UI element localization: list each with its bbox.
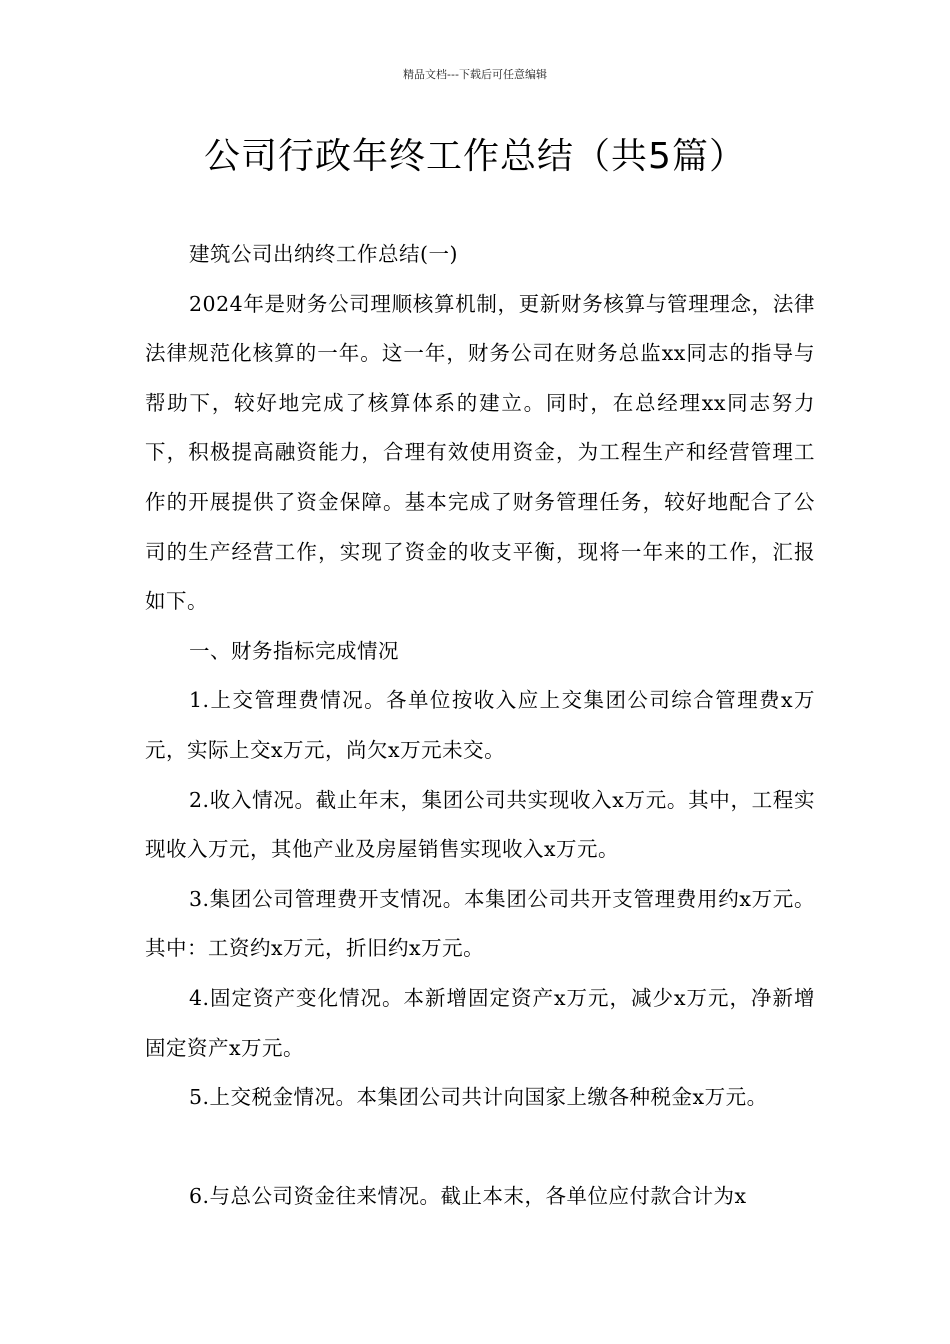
paragraph: 2.收入情况。截止年末，集团公司共实现收入x万元。其中，工程实现收入万元，其他产业及房屋销售实现收入x万元。 (145, 787, 815, 862)
header-note: 精品文档---下载后可任意编辑 (403, 68, 547, 81)
paragraph: 3.集团公司管理费开支情况。本集团公司共开支管理费用约x万元。其中：工资约x万元，折旧约x万元。 (145, 886, 815, 961)
paragraph: 6.与总公司资金往来情况。截止本末，各单位应付款合计为x (189, 1184, 747, 1209)
section-heading: 建筑公司出纳终工作总结(一) (189, 242, 458, 266)
paragraph: 5.上交税金情况。本集团公司共计向国家上缴各种税金x万元。 (189, 1085, 768, 1110)
section-heading: 一、财务指标完成情况 (189, 638, 399, 663)
paragraph: 1.上交管理费情况。各单位按收入应上交集团公司综合管理费x万元，实际上交x万元，尚欠x万元未交。 (145, 688, 815, 762)
paragraph: 2024年是财务公司理顺核算机制，更新财务核算与管理理念，法律法律规范化核算的一年。这一年，财务公司在财务总监xx同志的指导与帮助下，较好地完成了核算体系的建立。同时，在总经理xx同志努力下，积极提高融资能力，合理有效使用资金，为工程生产和经营管理工作的开展提供了资金保障。基本完成了财务管理任务，较好地配合了公司的生产经营工作，实现了资金的收支平衡，现将一年来的工作，汇报如下。 (145, 291, 815, 614)
paragraph: 4.固定资产变化情况。本新增固定资产x万元，减少x万元，净新增固定资产x万元。 (145, 985, 815, 1060)
document-title: 公司行政年终工作总结（共5篇） (204, 136, 746, 177)
document-body (145, 230, 815, 1222)
